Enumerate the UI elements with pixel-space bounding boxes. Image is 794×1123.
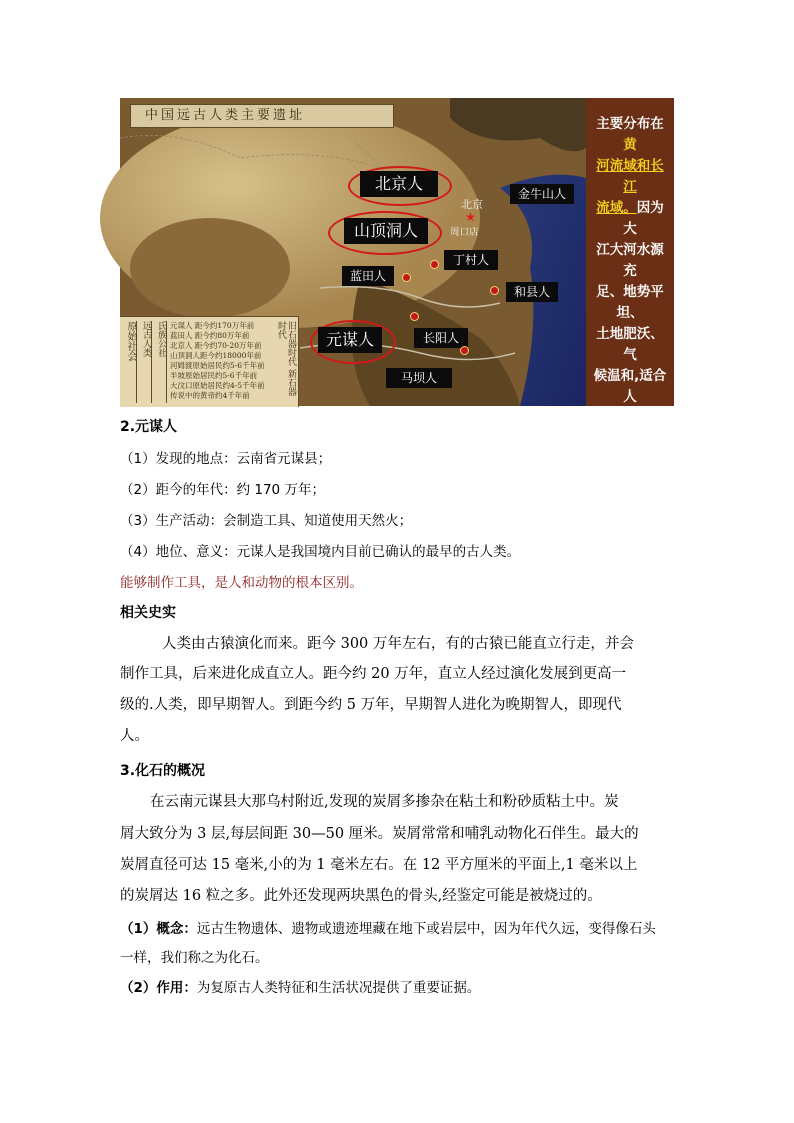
key-note: 能够制作工具，是人和动物的根本区别。 (120, 575, 363, 591)
legend-row: 元谋人 距今约170万年前 (170, 321, 255, 330)
city-beijing: 北京 (461, 198, 483, 211)
legend-row: 蓝田人 距今约80万年前 (170, 331, 250, 340)
site-label-lantian: 蓝田人 (342, 266, 394, 286)
capital-star-icon: ★ (465, 210, 476, 224)
sidebar-text: 类生存,能够满 (593, 410, 667, 447)
sidebar-text: 江大河水源充 (596, 242, 664, 279)
legend-row: 大汶口原始居民约4-5千年前 (170, 381, 265, 390)
legend-row: 传说中的黄帝约4千年前 (170, 391, 250, 400)
paragraph-line: 人。 (120, 728, 149, 744)
site-dot (460, 346, 469, 355)
section-heading: 相关史实 (120, 605, 176, 621)
paragraph-line: 炭屑直径可达 15 毫米,小的为 1 毫米左右。在 12 平方厘米的平面上,1 毫米以上 (120, 857, 638, 873)
map-sidebar-note (586, 98, 674, 510)
site-label-yuanmou: 元谋人 (318, 327, 382, 353)
list-item: （1）发现的地点：云南省元谋县； (120, 451, 332, 467)
concept-text-cont: 一样，我们称之为化石。 (120, 950, 269, 966)
sidebar-text: 因为大 (623, 200, 664, 237)
concept-label: （1）概念： (120, 921, 197, 937)
sidebar-highlight: 河流域和长江 (596, 158, 664, 195)
site-label-maba: 马坝人 (386, 368, 452, 388)
sidebar-text: 足、地势平坦、 (596, 284, 664, 321)
definition-line (120, 917, 656, 937)
section-heading: 3.化石的概况 (120, 763, 206, 779)
site-label-jinniushan: 金牛山人 (510, 184, 574, 204)
list-item: （2）距今的年代：约 170 万年； (120, 482, 325, 498)
sidebar-text: 足人们生存的 (596, 452, 664, 489)
legend-row: 山顶洞人距今约18000年前 (170, 351, 262, 360)
definition-line (120, 976, 480, 996)
sidebar-highlight: 流域。 (596, 200, 637, 216)
paragraph-line: 屑大致分为 3 层,每层间距 30—50 厘米。炭屑常常和哺乳动物化石伴生。最大的 (120, 826, 639, 842)
paragraph-line: 人类由古猿演化而来。距今 300 万年左右，有的古猿已能直立行走，并会 (162, 636, 634, 652)
concept-text: 远古生物遗体、遗物或遗迹埋藏在地下或岩层中，因为年代久远，变得像石头 (196, 921, 656, 937)
city-zhoukoudian: 周口店 (450, 227, 479, 238)
paragraph-line: 级的.人类，即早期智人。到距今约 5 万年，早期智人进化为晚期智人，即现代 (120, 697, 622, 713)
site-label-beijing-ren: 北京人 (360, 171, 438, 197)
section-heading: 2.元谋人 (120, 419, 178, 435)
legend-period: 旧石器时代 新石器时代 (276, 321, 296, 396)
legend-row: 半坡原始居民约5-6千年前 (170, 371, 258, 380)
paragraph-line: 的炭屑达 16 粒之多。此外还发现两块黑色的骨头,经鉴定可能是被烧过的。 (120, 888, 602, 904)
site-dot (490, 286, 499, 295)
list-item: （3）生产活动：会制造工具、知道使用天然火； (120, 513, 413, 529)
sidebar-text: 土地肥沃、气 (596, 326, 664, 363)
map-legend (120, 316, 299, 407)
site-label-shanding: 山顶洞人 (344, 218, 428, 244)
sidebar-text: 主要分布在 (596, 116, 664, 132)
legend-rows (170, 321, 280, 401)
list-item: （4）地位、意义：元谋人是我国境内目前已确认的最早的古人类。 (120, 544, 521, 560)
site-dot (410, 312, 419, 321)
sidebar-highlight: 黄 (623, 137, 637, 153)
role-text: 为复原古人类特征和生活状况提供了重要证据。 (196, 980, 481, 996)
map-title: 中国远古人类主要遗址 (130, 104, 394, 128)
site-label-changyang: 长阳人 (414, 328, 468, 348)
legend-era: 原始社会 (122, 321, 137, 403)
legend-group-1: 远古人类 (139, 321, 152, 403)
role-label: （2）作用： (120, 980, 197, 996)
sidebar-text: 候温和,适合人 (593, 368, 667, 405)
legend-row: 河姆渡原始居民约5-6千年前 (170, 361, 265, 370)
sidebar-text: 基本需要。 (596, 494, 664, 510)
paragraph-line: 制作工具，后来进化成直立人。距今约 20 万年，直立人经过演化发展到更高一 (120, 666, 627, 682)
paragraph-line: 在云南元谋县大那乌村附近,发现的炭屑多掺杂在粘土和粉砂质粘土中。炭 (150, 794, 619, 810)
site-dot (430, 260, 439, 269)
site-label-dingcun: 丁村人 (444, 250, 498, 270)
site-label-hexian: 和县人 (506, 282, 558, 302)
legend-group-2: 氏族公社 (154, 321, 167, 403)
site-dot (402, 273, 411, 282)
legend-row: 北京人 距今约70-20万年前 (170, 341, 262, 350)
